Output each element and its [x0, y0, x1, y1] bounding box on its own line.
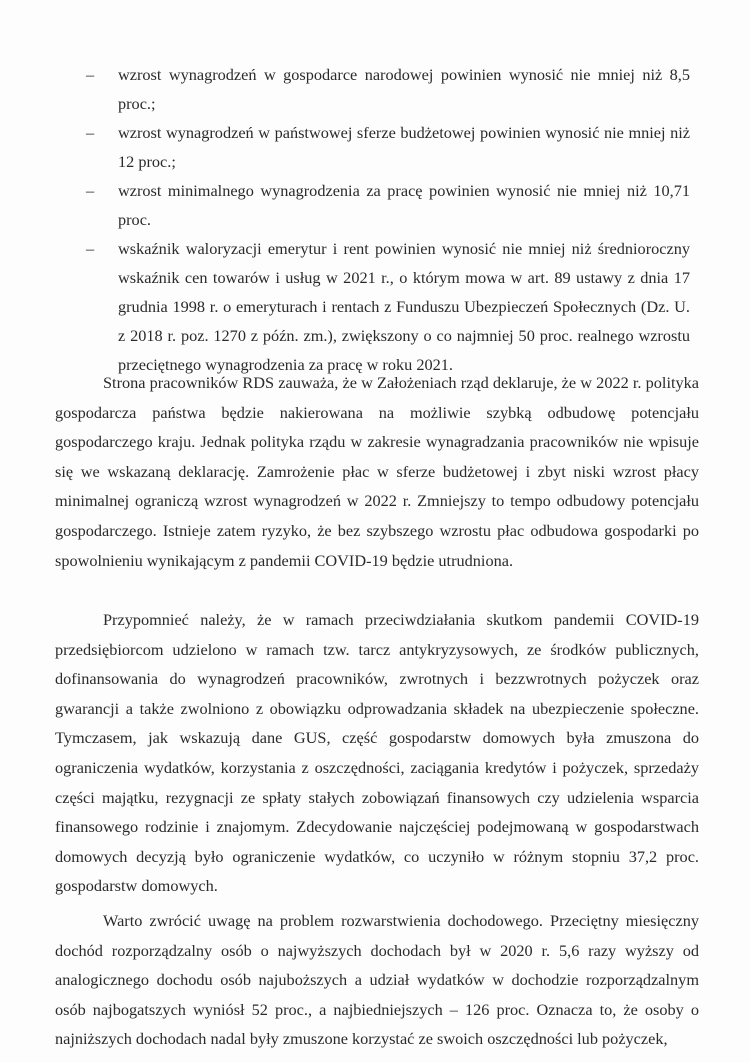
bullet-text: wskaźnik waloryzacji emerytur i rent powinien wynosić nie mniej niż średnioroczny wskaźnik cen towarów i usług w 2021 r., o którym mowa w art. 89 ustawy z dnia 17 grudnia 1998 r. o emeryturach i rentach z Funduszu Ubezpieczeń Społecznych (Dz. U. z 2018 r. poz. 1270 z późn. zm.), zwiększony o co najmniej 50 proc. realnego wzrostu przeciętnego wynagrodzenia za pracę w roku 2021. [118, 239, 690, 374]
bullet-marker: – [86, 239, 95, 258]
bullet-marker: – [86, 65, 95, 84]
bullet-item [0, 234, 750, 379]
paragraph-rds-position: Strona pracowników RDS zauważa, że w Założeniach rząd deklaruje, że w 2022 r. polityka gospodarcza państwa będzie nakierowana na możliwie szybką odbudowę potencjału gospodarczego kraju. Jednak polityka rządu w zakresie wynagradzania pracowników nie wpisuje się we wskazaną deklarację. Zamrożenie płac w sferze budżetowej i zbyt niski wzrost płacy minimalnej ograniczą wzrost wynagrodzeń w 2022 r. Zmniejszy to tempo odbudowy potencjału gospodarczego. Istnieje zatem ryzyko, że bez szybszego wzrostu płac odbudowa gospodarki po spowolnieniu wynikającym z pandemii COVID-19 będzie utrudniona. [55, 373, 699, 570]
bullet-text: wzrost minimalnego wynagrodzenia za pracę powinien wynosić nie mniej niż 10,71 proc. [118, 181, 690, 229]
paragraph-income-stratification: Warto zwrócić uwagę na problem rozwarstwienia dochodowego. Przeciętny miesięczny dochód rozporządzalny osób o najwyższych dochodach był w 2020 r. 5,6 razy wyższy od analogicznego dochodu osób najuboższych a udział wydatków w dochodzie rozporządzalnym osób najbogatszych wyniósł 52 proc., a najbiedniejszych – 126 proc. Oznacza to, że osoby o najniższych dochodach nadal były zmuszone korzystać ze swoich oszczędności lub pożyczek, [55, 911, 699, 1049]
bullet-item [0, 60, 750, 118]
bullet-text: wzrost wynagrodzeń w państwowej sferze budżetowej powinien wynosić nie mniej niż 12 proc.; [118, 123, 690, 171]
paragraph-covid-support: Przypomnieć należy, że w ramach przeciwdziałania skutkom pandemii COVID-19 przedsiębiorcom udzielono w ramach tzw. tarcz antykryzysowych, ze środków publicznych, dofinansowania do wynagrodzeń pracowników, zwrotnych i bezzwrotnych pożyczek oraz gwarancji a także zwolniono z obowiązku odprowadzania składek na ubezpieczenie społeczne. Tymczasem, jak wskazują dane GUS, część gospodarstw domowych była zmuszona do ograniczenia wydatków, korzystania z oszczędności, zaciągania kredytów i pożyczek, sprzedaży części majątku, rezygnacji ze spłaty stałych zobowiązań finansowych czy udzielenia wsparcia finansowego rodzinie i znajomym. Zdecydowanie najczęściej podejmowaną w gospodarstwach domowych decyzją było ograniczenie wydatków, co uczyniło w różnym stopniu 37,2 proc. gospodarstw domowych. [55, 610, 699, 896]
bullet-text: wzrost wynagrodzeń w gospodarce narodowej powinien wynosić nie mniej niż 8,5 proc.; [118, 65, 690, 113]
bullet-item [0, 118, 750, 176]
bullet-marker: – [86, 123, 95, 142]
bullet-marker: – [86, 181, 95, 200]
bullet-list [0, 60, 750, 379]
bullet-item [0, 176, 750, 234]
